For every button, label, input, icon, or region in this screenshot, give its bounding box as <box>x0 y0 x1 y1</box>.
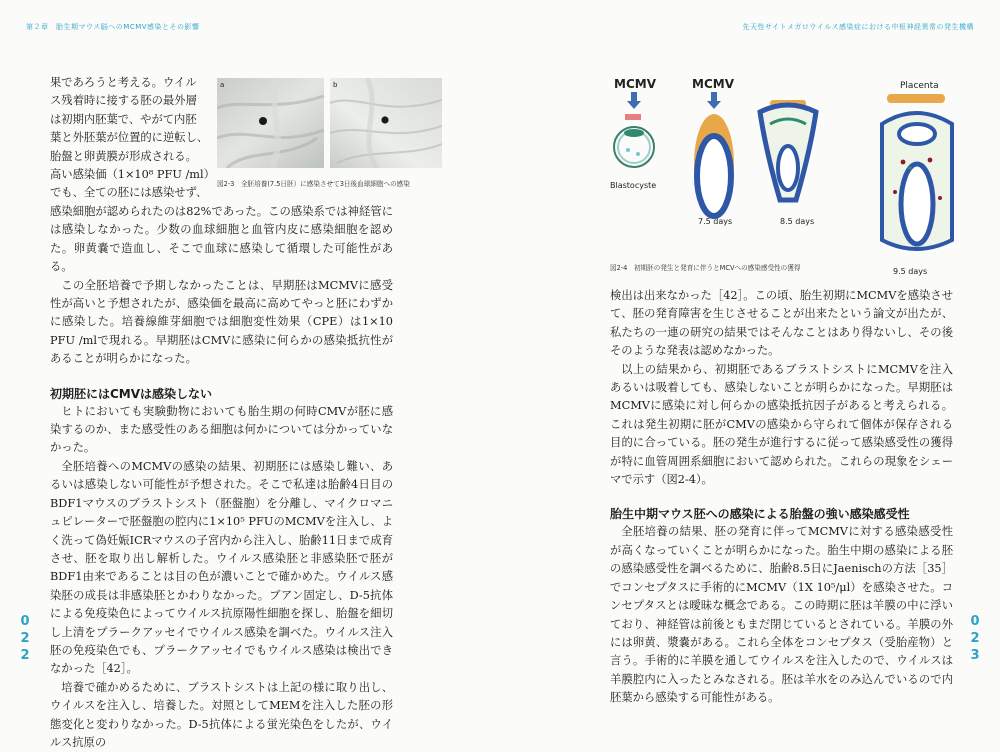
micrograph-panels <box>217 78 442 168</box>
left-page <box>50 0 410 749</box>
wrap-text <box>50 74 215 203</box>
panel-a-label: a <box>220 81 225 89</box>
placenta-label: Placenta <box>900 81 939 91</box>
left-body <box>50 203 393 752</box>
figure-2-3 <box>217 78 442 192</box>
arrow-icon <box>627 92 641 109</box>
figure-2-3-caption: 図2-3 全胚培養(7.5日胚）に感染させて3日後血球細胞への感染 <box>217 180 410 188</box>
paragraph: 検出は出来なかった［42］。この頃、胎生初期にMCMVを感染させて、胚の発育障害を生じさせることが出来たという論文が出たが、私たちの一連の研究の結果ではそんなことはあり得ないし、その後そのような発表は認めなかった。 <box>610 289 953 358</box>
left-page-number <box>18 613 32 664</box>
text-line: 果であろうと考える。ウイル <box>50 76 197 89</box>
figure-2-4-caption: 図2-4 初期胚の発生と発育に伴うとMCVへの感染感受性の獲得 <box>610 264 801 272</box>
right-page-number <box>968 613 982 664</box>
mcmv-label-1: MCMV <box>614 77 656 91</box>
label-7-5-days: 7.5 days <box>698 217 733 226</box>
blastocyst-label: Blastocyste <box>610 181 657 190</box>
text-line: 胎盤と卵黄膜が形成される。 <box>50 149 197 163</box>
page-number-text: 022 <box>20 614 30 663</box>
paragraph: この全胚培養で予期しなかったことは、早期胚はMCMVに感受性が高いと予想されたが、感染価を最高に高めてやっと胚にわずかに感染した。培養線維芽細胞では細胞変性効果（CPE）は1×10 PFU /mlで現れる。早期胚はCMVに感染に何らかの感染抵抗性があることが明らかになった。 <box>50 278 393 366</box>
text-line: 高い感染価（1×10⁸ PFU /ml） <box>50 168 215 182</box>
right-page <box>610 0 955 708</box>
panel-b <box>330 78 442 168</box>
arrow-icon <box>707 92 721 109</box>
panel-b-label: b <box>333 81 338 89</box>
paragraph: 感染細胞が認められたのは82%であった。この感染系では神経管には感染しなかった。少数の血球細胞と血管内皮に感染細胞を認めた。卵黄嚢で造血し、そこで血球に感染して循環した可能性がある。 <box>50 205 393 274</box>
text-line: でも、全ての胚には感染せず、 <box>50 186 208 200</box>
panel-a <box>217 78 324 168</box>
paragraph: ヒトにおいても実験動物においても胎生期の何時CMVが胚に感染するのか、また感受性のある細胞は何かについては分かっていなかった。 <box>50 404 393 455</box>
left-running-header: 第２章 胎生期マウス脳へのMCMV感染とその影響 <box>26 23 200 31</box>
label-9-5-days: 9.5 days <box>893 267 928 276</box>
paragraph: 全胚培養へのMCMVの感染の結果、初期胚には感染し難い、あるいは感染しない可能性が予想された。そこで私達は胎齢4日目のBDF1マウスのブラストシスト（胚盤胞）を分離し、マイクロマニュピレーターで胚盤胞の腔内に1×10⁵ PFUのMCMVを注入し、よく洗って偽妊娠ICRマウスの子宮内から注入し、胎齢11日まで成育させ、胚を取り出し解析した。ウイルス感染胚と非感染胚で胚がBDF1由来であることは目の色が濃いことで確かめた。ウイルス感染胚の成長は非感染胚とかわりなかった。ブアン固定し、D-5抗体による免疫染色によってウイルス抗原陽性細胞を探し、胎盤を細切し上清をプラークアッセイでウイルス感染を調べた。ウイルス注入胚の免疫染色でも、プラークアッセイでもウイルス感染は検出できなかった［42］。 <box>50 459 393 676</box>
paragraph: 全胚培養の結果、胚の発育に伴ってMCMVに対する感染感受性が高くなっていくことが明らかになった。胎生中期の感染による胚の感染感受性を調べるために、胎齢8.5日にJaenischの方法［35］でコンセプタスに手術的にMCMV（1X 10⁵/μl）を感染させた。コンセプタスとは曖昧な概念である。この時期に胚は羊膜の中に浮いており、神経管は前後ともまだ閉じているとされている。羊膜の外には卵黄、漿嚢がある。これら全体をコンセプタス（受胎産物）と言う。手術的に羊膜を通してウイルスを注入したので、ウイルスは羊膜腔内に入ったとみなされる。胚は羊水をのみ込んでいるので内胚葉から感染する可能性がある。 <box>610 525 953 705</box>
embryo-9-5-drawing <box>882 94 952 249</box>
text-line: 葉と外胚葉が位置的に逆転し、 <box>50 131 209 145</box>
embryo-7-5-drawing <box>694 114 734 216</box>
text-line: は初期内胚葉で、やがて内胚 <box>50 112 197 126</box>
blastocyst-drawing <box>614 114 654 167</box>
label-8-5-days: 8.5 days <box>780 217 815 226</box>
mcmv-label-2: MCMV <box>692 77 734 91</box>
right-body <box>610 287 953 708</box>
figure-2-4 <box>610 72 955 277</box>
section-title-right: 胎生中期マウス胚への感染による胎盤の強い感染感受性 <box>610 507 910 522</box>
text-line: ス残着時に接する胚の最外層 <box>50 94 197 108</box>
paragraph: 培養で確かめるために、ブラストシストは上記の様に取り出し、ウイルスを注入し、培養した。対照としてMEMを注入した胚の形態変化と変わりなかった。D-5抗体による蛍光染色をしたが、ウイルス抗原の <box>50 680 393 749</box>
embryo-8-5-drawing <box>760 100 816 200</box>
right-running-header: 先天性サイトメガロウイルス感染症における中枢神経異常の発生機構 <box>742 23 974 31</box>
page-number-text: 023 <box>970 614 980 663</box>
paragraph: 以上の結果から、初期胚であるブラストシストにMCMVを注入あるいは吸着しても、感染しないことが明らかになった。早期胚はMCMVに感染に対し何らかの感染抵抗因子があると考えられる。これは発生初期に胚がCMVの感染から守られて個体が保存される目的に合っている。胚の発生が進行するに従って感染感受性の獲得が特に血管周囲系細胞において認められた。これらの現象をシェーマで示す（図2-4）。 <box>610 362 953 487</box>
section-title-left: 初期胚にはCMVは感染しない <box>50 386 213 401</box>
